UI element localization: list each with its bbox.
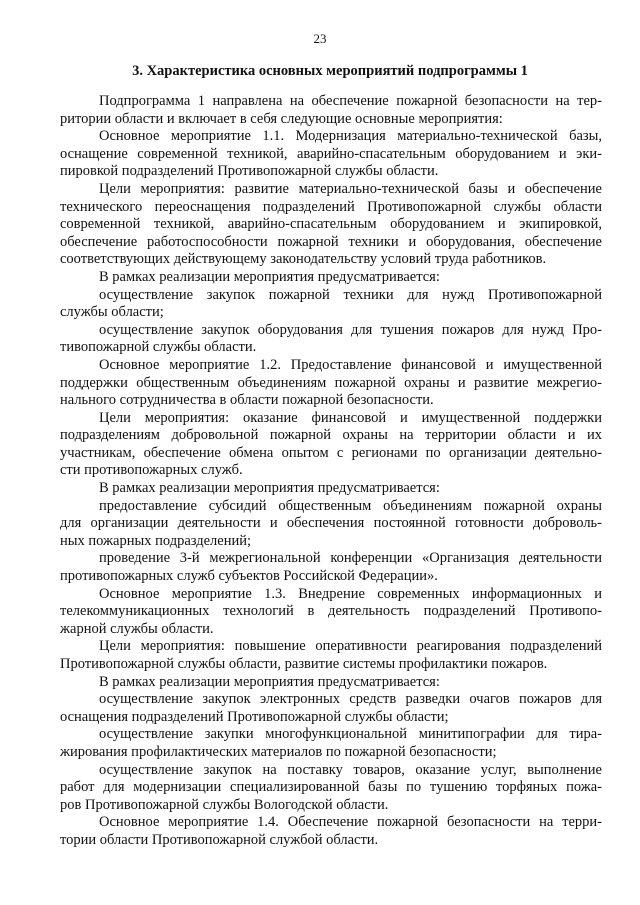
text-line: тории области Противопожарной службой области. xyxy=(60,831,379,848)
text-line: осуществление закупок пожарной техники для нужд Противопожарной xyxy=(99,286,602,303)
text-line: осуществление закупок электронных средств разведки очагов пожаров для xyxy=(99,691,602,708)
text-line: жарной службы области. xyxy=(60,620,214,637)
text-line: ных пожарных подразделений; xyxy=(60,532,252,549)
text-line: пировкой подразделений Противопожарной службы области. xyxy=(60,163,439,180)
text-line: Цели мероприятия: оказание финансовой и имущественной поддержки xyxy=(99,409,602,426)
text-line: ритории области и включает в себя следующие основные мероприятия: xyxy=(60,110,503,127)
text-line: службы области; xyxy=(60,304,164,321)
text-line: проведение 3-й межрегиональной конференции «Организация деятельности xyxy=(99,550,602,567)
text-line: для организации деятельности и обеспечения постоянной готовности доброволь- xyxy=(60,515,602,532)
page-number: 23 xyxy=(313,31,327,46)
text-line: осуществление закупок оборудования для тушения пожаров для нужд Про- xyxy=(99,321,602,338)
text-line: предоставление субсидий общественным объединениям пожарной охраны xyxy=(99,497,602,514)
text-line: Подпрограмма 1 направлена на обеспечение пожарной безопасности на тер- xyxy=(99,93,602,109)
text-line: Основное мероприятие 1.1. Модернизация материально-технической базы, xyxy=(99,128,602,145)
text-line: нального сотрудничества в области пожарной безопасности. xyxy=(60,392,434,409)
document-body xyxy=(60,93,602,850)
text-line: оснащение современной техникой, аварийно-спасательным оборудованием и эки- xyxy=(60,145,602,162)
text-line: участникам, обеспечение обмена опытом с регионами по организации деятельно- xyxy=(60,444,602,461)
text-line: В рамках реализации мероприятия предусматривается: xyxy=(99,268,440,285)
text-line: Основное мероприятие 1.4. Обеспечение пожарной безопасности на терри- xyxy=(99,814,602,831)
section-heading: 3. Характеристика основных мероприятий подпрограммы 1 xyxy=(132,63,528,79)
text-line: современной техникой, аварийно-спасательным оборудованием и экипировкой, xyxy=(60,216,602,233)
text-line: Противопожарной службы области, развитие системы профилактики пожаров. xyxy=(60,656,548,672)
text-line: обеспечение работоспособности пожарной техники и оборудования, обеспечение xyxy=(60,233,602,250)
text-line: Основное мероприятие 1.2. Предоставление финансовой и имущественной xyxy=(99,356,602,373)
text-line: подразделениям добровольной пожарной охраны на территории области и их xyxy=(60,427,602,444)
text-line: противопожарных служб субъектов Российской Федерации». xyxy=(60,568,438,585)
text-line: Основное мероприятие 1.3. Внедрение современных информационных и xyxy=(99,585,602,602)
text-line: телекоммуникационных технологий в деятельность подразделений Противопо- xyxy=(60,603,602,620)
text-line: В рамках реализации мероприятия предусматривается: xyxy=(99,673,440,690)
text-line: работ для модернизации специализированной базы по тушению торфяных пожа- xyxy=(60,779,602,796)
text-line: соответствующих действующему законодательству условий труда работников. xyxy=(60,251,547,268)
text-line: технического переоснащения подразделений Противопожарной службы области xyxy=(60,198,602,215)
text-line: тивопожарной службы области. xyxy=(60,339,257,356)
text-line: Цели мероприятия: повышение оперативности реагирования подразделений xyxy=(99,638,602,655)
text-line: поддержки общественным объединениям пожарной охраны и развитие межрегио- xyxy=(60,374,602,391)
text-line: сти противопожарных служб. xyxy=(60,462,243,479)
text-line: ров Противопожарной службы Вологодской области. xyxy=(60,796,389,813)
text-line: осуществление закупок на поставку товаров, оказание услуг, выполнение xyxy=(99,761,602,778)
text-line: оснащения подразделений Противопожарной службы области; xyxy=(60,708,449,725)
text-line: Цели мероприятия: развитие материально-технической базы и обеспечение xyxy=(99,180,602,197)
text-line: жирования профилактических материалов по пожарной безопасности; xyxy=(60,743,497,760)
text-line: осуществление закупки многофункциональной минитипографии для тира- xyxy=(99,726,602,743)
text-line: В рамках реализации мероприятия предусматривается: xyxy=(99,480,440,497)
